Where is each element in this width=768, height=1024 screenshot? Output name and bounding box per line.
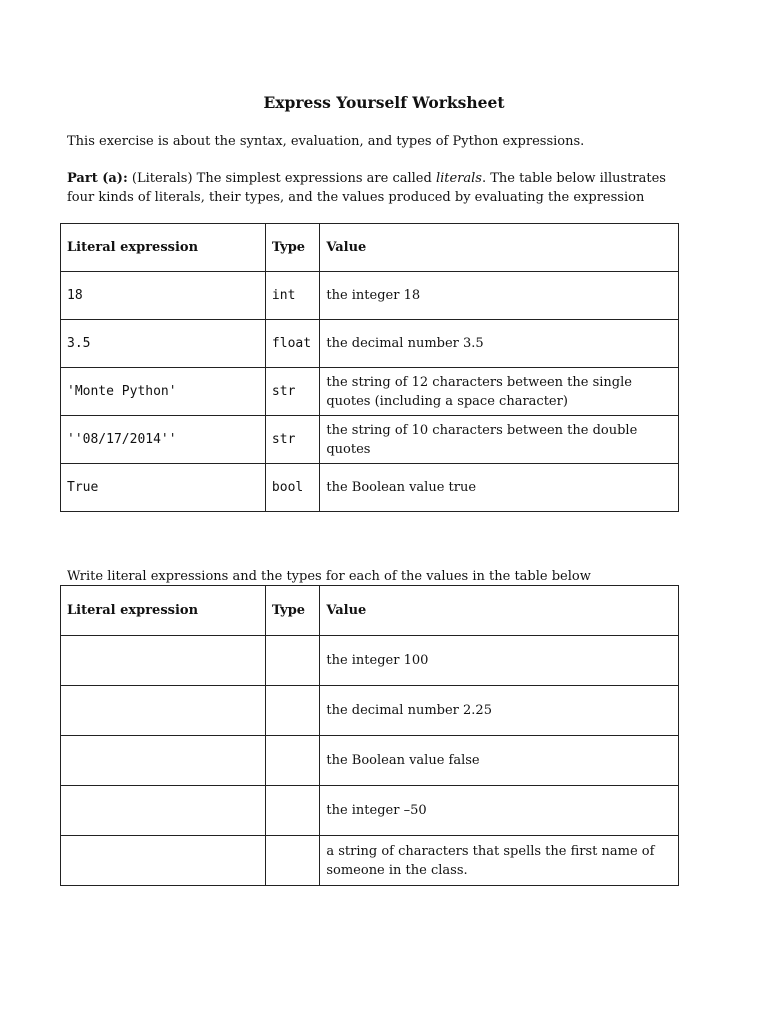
type-cell: int: [265, 272, 319, 320]
literals-example-table: [60, 223, 679, 512]
value-cell: a string of characters that spells the first name of someone in the class.: [320, 836, 679, 886]
literal-expression-cell: 'Monte Python': [61, 368, 266, 416]
header-type: Type: [265, 586, 319, 636]
table-row: [61, 368, 679, 416]
part-a-paragraph: [67, 169, 687, 207]
answer-expression-cell[interactable]: [61, 636, 266, 686]
table-row: [61, 272, 679, 320]
table-row: [61, 320, 679, 368]
header-type: Type: [265, 224, 319, 272]
literal-expression-cell: ''08/17/2014'': [61, 416, 266, 464]
value-cell: the integer –50: [320, 786, 679, 836]
header-literal-expression: Literal expression: [61, 224, 266, 272]
answer-expression-cell[interactable]: [61, 686, 266, 736]
page-title: Express Yourself Worksheet: [263, 93, 505, 112]
type-cell: str: [265, 416, 319, 464]
answer-type-cell[interactable]: [265, 686, 319, 736]
intro-paragraph: This exercise is about the syntax, evaluation, and types of Python expressions.: [67, 134, 585, 149]
table-row: [61, 836, 679, 886]
answer-type-cell[interactable]: [265, 736, 319, 786]
value-cell: the string of 10 characters between the double quotes: [320, 416, 679, 464]
part-a-label: Part (a):: [67, 171, 128, 186]
table-row: [61, 686, 679, 736]
answer-type-cell[interactable]: [265, 636, 319, 686]
literal-expression-cell: 3.5: [61, 320, 266, 368]
header-literal-expression: Literal expression: [61, 586, 266, 636]
value-cell: the string of 12 characters between the single quotes (including a space character): [320, 368, 679, 416]
header-value: Value: [320, 586, 679, 636]
type-cell: str: [265, 368, 319, 416]
table-row: [61, 786, 679, 836]
answer-type-cell[interactable]: [265, 786, 319, 836]
value-cell: the decimal number 2.25: [320, 686, 679, 736]
answer-expression-cell[interactable]: [61, 836, 266, 886]
value-cell: the Boolean value false: [320, 736, 679, 786]
value-cell: the Boolean value true: [320, 464, 679, 512]
answer-expression-cell[interactable]: [61, 736, 266, 786]
table-row: [61, 736, 679, 786]
part-a-text-after: . The table below illustrates four kinds of literals, their types, and the values produced by evaluating the expression: [67, 171, 666, 205]
literals-word: literals: [435, 171, 482, 186]
value-cell: the integer 18: [320, 272, 679, 320]
exercise-prompt: Write literal expressions and the types for each of the values in the table below: [67, 569, 591, 584]
table-row: [61, 416, 679, 464]
table-header-row: [61, 586, 679, 636]
table-row: [61, 464, 679, 512]
type-cell: float: [265, 320, 319, 368]
header-value: Value: [320, 224, 679, 272]
answer-expression-cell[interactable]: [61, 786, 266, 836]
literals-exercise-table: [60, 585, 679, 886]
literal-expression-cell: 18: [61, 272, 266, 320]
answer-type-cell[interactable]: [265, 836, 319, 886]
type-cell: bool: [265, 464, 319, 512]
table-row: [61, 636, 679, 686]
value-cell: the decimal number 3.5: [320, 320, 679, 368]
literal-expression-cell: True: [61, 464, 266, 512]
table-header-row: [61, 224, 679, 272]
part-a-text-before: (Literals) The simplest expressions are called: [127, 171, 436, 186]
value-cell: the integer 100: [320, 636, 679, 686]
